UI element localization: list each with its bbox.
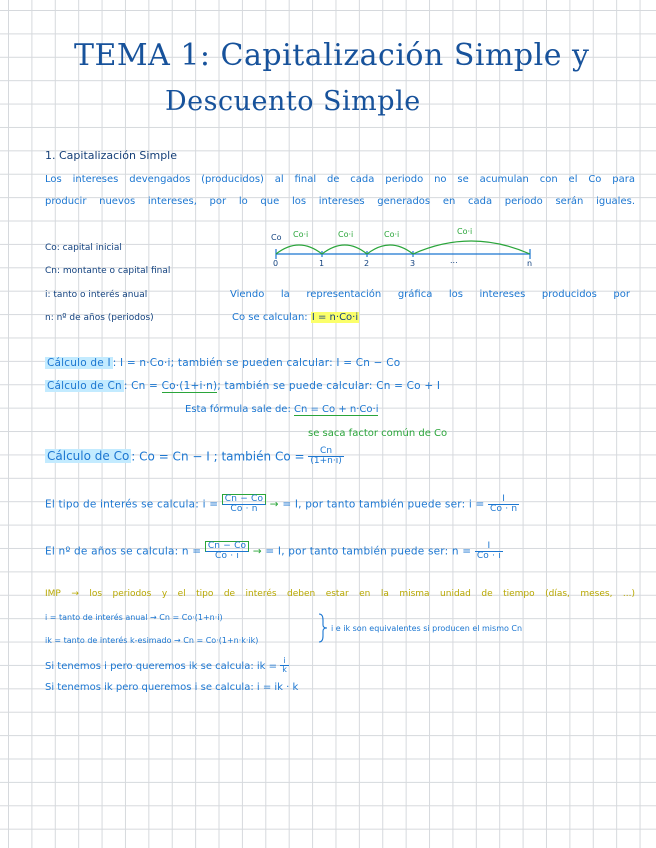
calc-Cn-formula: Co·(1+i·n) bbox=[161, 380, 218, 392]
interest-rate-prefix: El tipo de interés se calcula: i = bbox=[45, 498, 219, 511]
fraction-numerator: I bbox=[475, 542, 503, 552]
timeline-arc-label: Co·i bbox=[457, 227, 473, 236]
section-heading: 1. Capitalización Simple bbox=[45, 149, 177, 162]
interest-rate-fraction-2 bbox=[488, 495, 519, 515]
formula-origin-prefix: Esta fórmula sale de: bbox=[185, 404, 291, 415]
interest-rate-middle: = I, por tanto también puede ser: i = bbox=[282, 498, 485, 511]
calc-Cn-suffix: ; también se puede calcular: Cn = Co + I bbox=[217, 380, 441, 392]
calc-Co-fraction bbox=[308, 447, 343, 467]
conversion-line1-prefix: Si tenemos i pero queremos ik se calcula: ik = bbox=[45, 660, 278, 672]
calc-I-line bbox=[45, 357, 400, 369]
timeline-arc bbox=[322, 245, 367, 254]
fraction-denominator: k bbox=[282, 665, 287, 675]
calc-Co-text: : Co = Cn − I ; también Co = bbox=[131, 449, 305, 464]
formula-origin-formula: Cn = Co + n·Co·i bbox=[294, 404, 379, 415]
timeline-tick-label: n bbox=[527, 259, 533, 268]
conversion-line1 bbox=[45, 657, 289, 675]
representation-line1: Viendo la representación gráfica los intereses producidos por bbox=[230, 289, 630, 300]
interest-formula-highlight: I = n·Co·i bbox=[311, 312, 359, 323]
timeline-arc bbox=[413, 241, 530, 254]
fraction-numerator: Cn − Co bbox=[205, 541, 249, 552]
definition-item: n: nº de años (periodos) bbox=[45, 313, 154, 323]
timeline-diagram bbox=[268, 228, 538, 268]
arrow-icon: → bbox=[252, 545, 262, 558]
timeline-arc-label: Co·i bbox=[384, 230, 400, 239]
brace-icon bbox=[318, 613, 328, 643]
equivalent-line1: i = tanto de interés anual → Cn = Co·(1+n·i) bbox=[45, 613, 223, 622]
calc-I-text: : I = n·Co·i; también se pueden calcular: I = Cn − Co bbox=[112, 357, 401, 369]
years-prefix: El nº de años se calcula: n = bbox=[45, 545, 202, 558]
timeline-arc-label: Co·i bbox=[293, 230, 309, 239]
interest-rate-fraction bbox=[222, 494, 266, 515]
fraction-numerator: I bbox=[488, 495, 519, 505]
timeline-tick-label: 2 bbox=[364, 259, 370, 268]
timeline-arc-label: Co·i bbox=[338, 230, 354, 239]
years-fraction-2 bbox=[475, 542, 503, 562]
page-title-line2: Descuento Simple bbox=[165, 86, 421, 117]
definition-item: Cn: montante o capital final bbox=[45, 266, 171, 276]
fraction-denominator: (1+n·i) bbox=[310, 456, 342, 467]
fraction-denominator: Co · n bbox=[230, 504, 258, 515]
formula-origin-line bbox=[185, 404, 378, 415]
years-line bbox=[45, 541, 503, 562]
representation-line2 bbox=[232, 312, 359, 323]
timeline-tick-label: 1 bbox=[319, 259, 325, 268]
fraction-denominator: Co · n bbox=[490, 503, 518, 514]
calc-Cn-line bbox=[45, 380, 440, 392]
definition-item: Co: capital inicial bbox=[45, 243, 122, 253]
timeline-tick-label: ... bbox=[450, 256, 458, 265]
calc-Cn-label: Cálculo de Cn bbox=[47, 380, 122, 392]
timeline-tick-label: 0 bbox=[273, 259, 279, 268]
calc-I-label: Cálculo de I bbox=[47, 357, 111, 369]
interest-rate-line bbox=[45, 494, 519, 515]
intro-paragraph-line2: producir nuevos intereses, por lo que los intereses generados en cada periodo serán iguales. bbox=[45, 196, 635, 207]
calc-Co-line bbox=[45, 447, 344, 467]
equivalents-note: i e ik son equivalentes si producen el mismo Cn bbox=[331, 624, 523, 633]
fraction-numerator: Cn − Co bbox=[222, 494, 266, 505]
definition-item: i: tanto o interés anual bbox=[45, 290, 148, 300]
timeline-arc bbox=[276, 245, 322, 254]
intro-paragraph-line1: Los intereses devengados (producidos) al final de cada periodo no se acumulan con el Co para bbox=[45, 174, 635, 185]
fraction-numerator: i bbox=[280, 657, 289, 666]
important-note: IMP → los periodos y el tipo de interés deben estar en la misma unidad de tiempo (días, meses, ...) bbox=[45, 589, 635, 599]
calc-Cn-prefix: : Cn = bbox=[123, 380, 159, 392]
page-title-line1: TEMA 1: Capitalización Simple y bbox=[74, 38, 590, 73]
arrow-icon: → bbox=[269, 498, 279, 511]
representation-prefix: Co se calculan: bbox=[232, 312, 308, 323]
fraction-numerator: Cn bbox=[308, 447, 343, 457]
timeline-tick-label: 3 bbox=[410, 259, 416, 268]
calc-Co-label: Cálculo de Co bbox=[47, 449, 130, 464]
years-fraction bbox=[205, 541, 249, 562]
formula-origin-note: se saca factor común de Co bbox=[308, 428, 448, 439]
fraction-denominator: Co · i bbox=[476, 550, 501, 561]
timeline-start-label: Co bbox=[271, 233, 282, 242]
years-middle: = I, por tanto también puede ser: n = bbox=[265, 545, 472, 558]
conversion-line2: Si tenemos ik pero queremos i se calcula: i = ik · k bbox=[45, 682, 299, 693]
equivalent-line2: ik = tanto de interés k-esimado → Cn = Co·(1+n·k·ik) bbox=[45, 636, 259, 645]
conversion-fraction bbox=[280, 657, 289, 675]
timeline-arc bbox=[367, 245, 413, 254]
fraction-denominator: Co · i bbox=[215, 551, 240, 562]
